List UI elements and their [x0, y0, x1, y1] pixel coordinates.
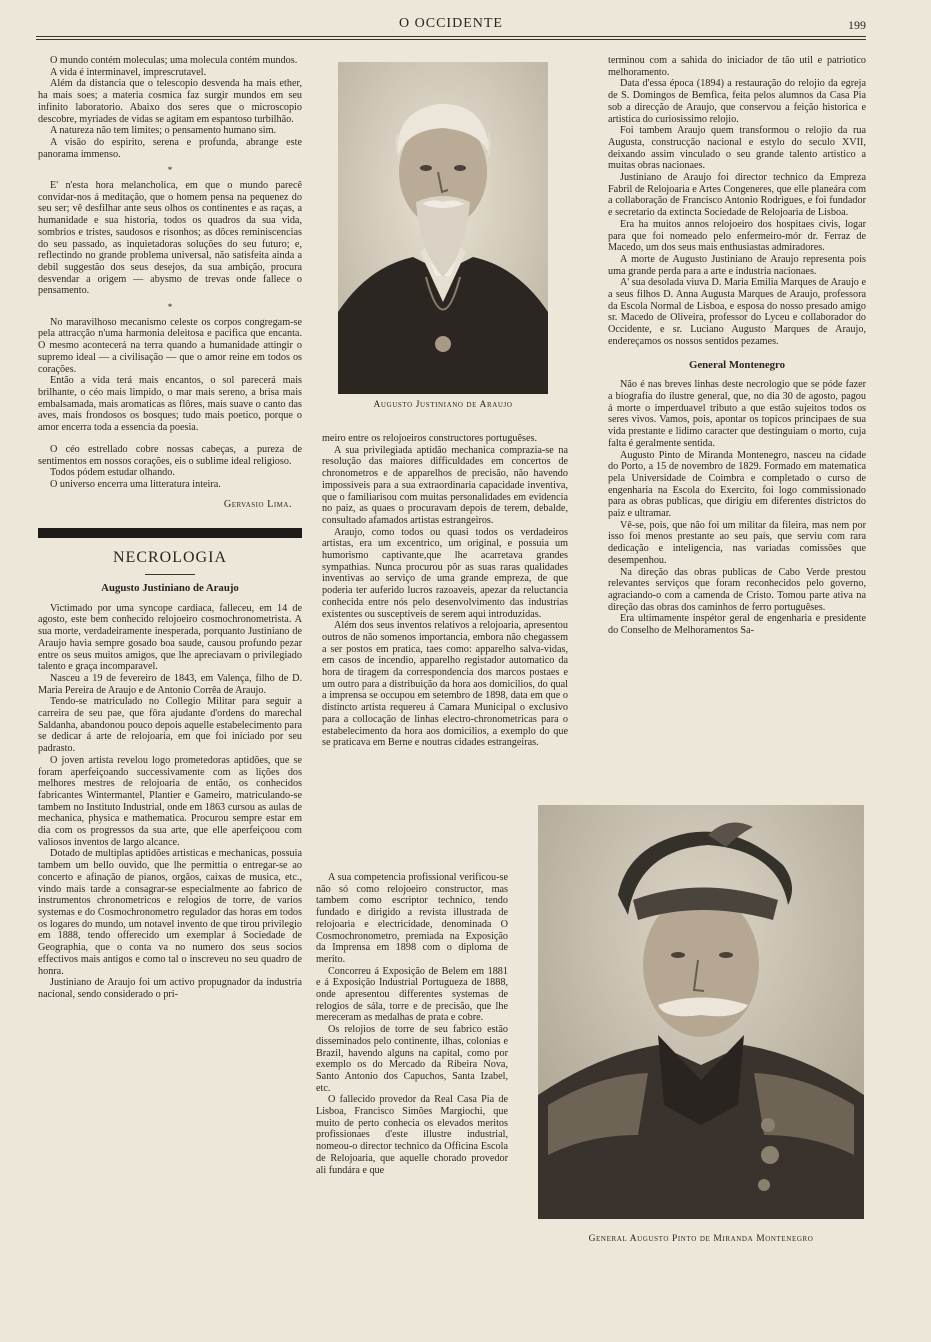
section-divider-bar — [38, 528, 302, 538]
paragraph: O céo estrellado cobre nossas cabeças, a pureza de sentimentos em nossos corações, eis o sublime ideal religioso. — [38, 443, 302, 467]
obituary-1-text — [38, 603, 302, 1001]
paragraph: Araujo, como todos ou quasi todos os verdadeiros artistas, era um excentrico, um original, e possuia um humorismo captivante,que lhe acarretava grandes sympathias. Nunca procurou pôr as suas raras qualidades inventivas ao serviço de uma grande empreza, de que poderia ter auferido lucros razoaveis, apezar da reluctancia conhecida entre nós pelo desenvolvimento das industrias existentes ou susceptiveis de serem aqui introduzidas. — [322, 526, 568, 620]
portrait-caption: Augusto Justiniano de Araujo — [373, 400, 513, 410]
obituary-title: General Montenegro — [688, 358, 786, 371]
header-rule — [36, 39, 866, 40]
header-rule — [36, 36, 866, 37]
paragraph: No maravilhoso mecanismo celeste os corpos congregam-se pela attracção n'uma harmonia deleitosa e pacifica que encanta. O mesmo acontecerá na terra quando a humanidade attingir o supremo ideal — a civilisação — que o amor reine em todos os corações. — [38, 316, 302, 375]
title-rule — [145, 574, 195, 575]
paragraph: Todos pódem estudar olhando. — [50, 467, 175, 479]
paragraph: Na direção das obras publicas de Cabo Verde prestou relevantes serviços que foram reconhecidos pelo governo, agraciando-o com a camenda de Cristo. Tomou parte ativa na direção das obras dos caminhos de ferro portuguêses. — [608, 566, 866, 613]
paragraph: Augusto Pinto de Miranda Montenegro, nasceu na cidade do Porto, a 15 de novembro de 1829. Formado em matematica pela Universidade de Coimbra e completado o curso de engenharia na Escola do Exercito, foi logo commissionado para as obras publicas, que dirigiu em diferentes districtos do paiz e ultramar. — [608, 449, 866, 520]
paragraph: A sua privilegiada aptidão mechanica comprazia-se na resolução das maiores difficuldades em concertos de chronometros e de apparelhos de precisão, não havendo impossiveis para a sua extraordinaria capacidade inventiva, que o familiarisou com muitas personalidades em evidencia no paiz, as quaes o procuravam depois de terem, debalde, consultado afamados artistas estrangeiros. — [322, 444, 568, 526]
paragraph: Os relojios de torre de seu fabrico estão disseminados pelo continente, ilhas, colonias e Brazil, havendo alguns na capital, como por exemplo os do Mercado da Ribeira Nova, Santo Antonio dos Capuchos, Santa Izabel, etc. — [316, 1024, 508, 1094]
section-star: * — [167, 165, 173, 176]
portrait-araujo-icon — [338, 62, 548, 394]
paragraph: Não é nas breves linhas deste necrologio que se póde fazer a biografia do ilustre general, que, no dia 30 de agosto, pagou á morte o imperduavel tributo a que estão sujeitos todos os seres vivos. Vamos, pois, apontar os topicos principaes de sua vida prestante e lidimo caracter que destinguiam o morto, cuja falta é geralmente sentida. — [608, 379, 866, 449]
portrait-montenegro-icon — [538, 805, 864, 1219]
paragraph: O mundo contém moleculas; uma molecula contém mundos. — [50, 55, 298, 66]
paragraph: Data d'essa época (1894) a restauração do relojio da egreja de S. Domingos de Bemfica, feita pelos alumnos da Casa Pia sob a direcção de Araujo, que conservou a feição historica e artistica do curiosissimo relojio. — [608, 78, 866, 125]
paragraph: Era ultimamente inspétor geral de engenharia e presidente do Conselho de Melhoramentos Sa- — [608, 613, 866, 637]
paragraph: Vê-se, pois, que não foi um militar da fileira, mas nem por isso foi menos prestante ao seu país, que serviu com rara dedicação e inteligencia, nas variadas comissões que desempenhou. — [608, 519, 866, 566]
column-1 — [38, 55, 302, 1001]
portrait-montenegro — [538, 805, 864, 1219]
paragraph: meiro entre os relojoeiros constructores portuguêses. — [322, 433, 538, 444]
paragraph: Concorreu á Exposição de Belem em 1881 e á Exposição Industrial Portugueza de 1888, onde apresentou differentes systemas de relogios de sála, torre e de precisão, que lhe mereceram as medalhas de prata e cobre. — [316, 965, 508, 1024]
obituary-title: Augusto Justiniano de Araujo — [101, 582, 239, 595]
column-2-lower — [316, 872, 508, 1176]
column-2 — [322, 433, 568, 749]
paragraph: Nasceu a 19 de fevereiro de 1843, em Valença, filho de D. Maria Pereira de Araujo e de Antonio Corrêa de Araujo. — [38, 672, 302, 696]
paragraph: Além da distancia que o telescopio desvenda ha mais ether, ha mais soes; a materia cosmica faz surgir mundos em seu infinito laboratorio. Abaixo dos seres que o microscopio descobre, myriades de vidas se agitam em espantoso turbilhão. — [38, 78, 302, 125]
paragraph: A visão do espirito, serena e profunda, abrange este panorama immenso. — [38, 136, 302, 160]
portrait-caption: General Augusto Pinto de Miranda Montenegro — [588, 1234, 814, 1244]
page-header — [36, 14, 866, 40]
paragraph: A' sua desolada viuva D. Maria Emilia Marques de Araujo e a seus filhos D. Anna Augusta Marques de Araujo, professora da Escola Normal de Lisboa, e esposa do nosso presado amigo sr. Macedo de Oliveira, professor do Lyceu e collaborador do Occidente, e sr. Luciano Augusto Marques de Araujo, endereçamos os nossos sentidos pezames. — [608, 277, 866, 347]
paragraph: O universo encerra uma litteratura inteira. — [50, 478, 221, 490]
section-star: * — [167, 302, 173, 313]
paragraph: terminou com a sahida do iniciador de tão util e patriotico melhoramento. — [608, 55, 866, 78]
paragraph: A sua competencia profissional verificou-se não só como relojoeiro constructor, mas tambem como escriptor technico, tendo fundado e dirigido a revista illustrada de relojoaria e electricidade, denominada O Cosmochronometro, premiada na Exposição da Imprensa em 1898 com o diploma de merito. — [316, 872, 508, 965]
essay-part-2 — [38, 180, 302, 297]
paragraph: Justiniano de Araujo foi um activo propugnador da industria nacional, sendo considerado o pri- — [38, 977, 302, 1000]
paragraph: Além dos seus inventos relativos a relojoaria, apresentou outros de não somenos importancia, embora não chegassem a ser postos em pratica, taes como: apparelho salva-vidas, em casos de incendio, apparelho registador automatico da hora de tiragem da correspondencia dos marcos postaes e um outro para a distribuição da hora aos domicilios, do qual a imprensa se occupou em setembro de 1898, data em que o distincto artista requereu á Camara Municipal o exclusivo para a collocação de linhas electro-chronometricas para o estabelecimento da hora aos domicilios, a exemplo do que se praticava em Berne e noutras cidades estrangeiras. — [322, 620, 568, 749]
page-number: 199 — [848, 18, 866, 32]
paragraph: A morte de Augusto Justiniano de Araujo representa pois uma grande perda para a arte e industria nacionaes. — [608, 253, 866, 277]
paragraph: Era ha muitos annos relojoeiro dos hospitaes civis, logar para que foi nomeado pelo enfermeiro-mór dr. Ferraz de Macedo, um dos seus mais enthusiastas admiradores. — [608, 218, 866, 254]
paragraph: O fallecido provedor da Real Casa Pia de Lisboa, Francisco Simões Margiochi, que muito de perto conhecia os elevados meritos profissionaes d'este illustre industrial, nomeou-o director technico da Officina Escola de Relojoaria, que aquelle chorado provedor ali fundára e que — [316, 1094, 508, 1176]
paragraph: Victimado por uma syncope cardiaca, falleceu, em 14 de agosto, este bem conhecido relojoeiro cosmochronometrista. A sua morte, verdadeiramente inesperada, porquanto Justiniano de Araujo havia sempre gosado boa saude, causou profundo pezar entre os seus muitos amigos, que lhe apreciavam o privilegiado talento e graça incomparavel. — [38, 602, 302, 673]
paragraph: Dotado de multiplas aptidões artisticas e mechanicas, possuia tambem um bello ouvido, que lhe permittia o entregar-se ao concerto e afinação de pianos, orgãos, caixas de musica, etc., vindo mais tarde a consagrar-se especialmente ao fabrico de instrumentos chronometricos e relogios de torre, de varios systemas e do Cosmochronometro regulador das horas em todos os logares do mundo, um notavel invento de que tirou privilegio em 1888, tendo offerecido um exemplar á Sociedade de Geographia, que o conta va no numero dos seus socios effectivos mais antigos e como tal o inscreveu no seu quadro de honra. — [38, 848, 302, 977]
section-title: NECROLOGIA — [113, 549, 227, 567]
essay-part-3 — [38, 317, 302, 434]
paragraph: Tendo-se matriculado no Collegio Militar para seguir a carreira de seu pae, que fôra ajudante d'ordens do marechal Saldanha, abandonou pouco depois aquelle estabelecimento para se dedicar á arte de relojoaria, em que foi iniciado por seu padrasto. — [38, 696, 302, 755]
paragraph: A natureza não tem limites; o pensamento humano sim. — [50, 125, 277, 137]
paragraph: O joven artista revelou logo prometedoras aptidões, que se foram aperfeiçoando successivamente com as lições dos melhores mestres de relojoaria de então, os conhecidos fabricantes Wintermantel, Plantier e Gameiro, matriculando-se tambem no Instituto Industrial, onde em 1863 cursou as aulas de mechanica, physica e mathematica. Procurou sempre estar em dia com os progressos da sua arte, que elle aperfeiçoou com valiosos inventos de largo alcance. — [38, 754, 302, 848]
paragraph: E' n'esta hora melancholica, em que o mundo parecê convidar-nos á meditação, que o homem pensa na pequenez do seu ser; vê desfilhar ante seus olhos os continentes e as raças, a humanidade e sua historia, todos os quadros da sua vida, sombrios e tristes, saudosos e risonhos; as dôces reminiscencias do seu passado, as inquietadoras soluções do seu futuro; e, reflectindo no grande problema universal, não satisfeita ainda a debil suggestão dos seus desejos, da sua ambição, procura desvendar a origem — abysmo de trevas onde fallece o pensamento. — [38, 180, 302, 297]
column-3 — [608, 55, 866, 637]
essay-part-1 — [38, 55, 302, 160]
portrait-araujo — [338, 62, 548, 394]
essay-part-4 — [38, 444, 302, 491]
paragraph: Justiniano de Araujo foi director technico da Empreza Fabril de Relojoaria e Artes Congeneres, que elle planeára com a collaboração de Francisco Antonio Rodrigues, e foi fundador e secretario da extincta Sociedade de Relojoaria de Lisboa. — [608, 172, 866, 219]
paragraph: A vida é interminavel, imprescrutavel. — [50, 66, 207, 78]
paragraph: Então a vida terá mais encantos, o sol parecerá mais brilhante, o céo mais limpido, o mar mais sereno, a brisa mais embalsamada, mais aromaticas as flôres, mais suave o canto das aves, mais frondosos os bosques; tudo mais poetico, porque o amor encerra toda a essencia da poesia. — [38, 375, 302, 434]
masthead-title: O OCCIDENTE — [399, 16, 503, 31]
author-signature: Gervasio Lima. — [223, 498, 292, 510]
paragraph: Foi tambem Araujo quem transformou o relojio da rua Augusta, construcção nacional e estylo do seculo XVII, deixando assim vinculado o seu grande talento artistico a muitas obras nacionaes. — [608, 125, 866, 172]
